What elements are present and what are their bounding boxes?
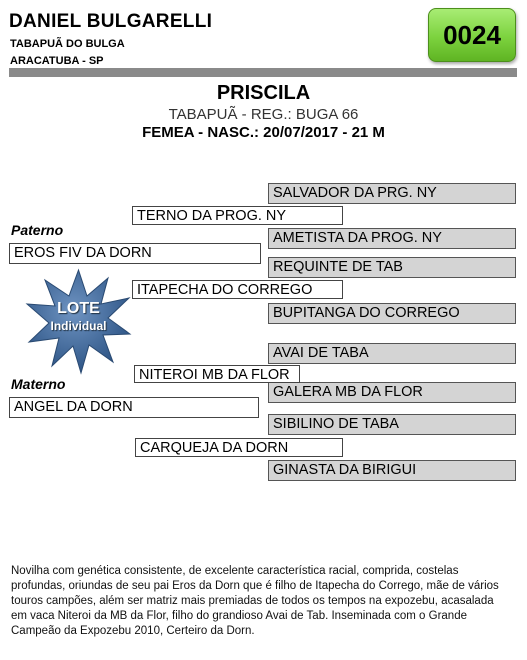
lot-number-badge: 0024: [428, 8, 516, 62]
great-grandparent-box: AMETISTA DA PROG. NY: [268, 228, 516, 249]
great-grandparent-box: AVAI DE TABA: [268, 343, 516, 364]
header-divider: [9, 68, 517, 77]
farm-name: TABAPUÃ DO BULGA: [10, 38, 125, 50]
maternal-granddam-box: CARQUEJA DA DORN: [135, 438, 343, 457]
paternal-granddam-box: ITAPECHA DO CORREGO: [132, 280, 343, 299]
breed-registration: TABAPUÃ - REG.: BUGA 66: [168, 106, 359, 123]
paterno-label: Paterno: [11, 222, 64, 238]
sex-birth-age: FEMEA - NASC.: 20/07/2017 - 21 M: [142, 124, 385, 141]
great-grandparent-box: REQUINTE DE TAB: [268, 257, 516, 278]
animal-name: PRISCILA: [216, 82, 311, 104]
sire-box: EROS FIV DA DORN: [9, 243, 261, 264]
materno-label: Materno: [11, 376, 66, 392]
great-grandparent-box: SALVADOR DA PRG. NY: [268, 183, 516, 204]
great-grandparent-box: SIBILINO DE TABA: [268, 414, 516, 435]
dam-box: ANGEL DA DORN: [9, 397, 259, 418]
great-grandparent-box: GINASTA DA BIRIGUI: [268, 460, 516, 481]
lote-text: LOTE: [57, 300, 100, 317]
animal-description: Novilha com genética consistente, de excelente característica racial, comprida, costelas profundas, oriundas de seu pai Eros da Dorn que é filho de Itapecha do Corrego, mãe de vários touros campões, além ser matriz mais premiadas de todos os tempos na expozebu, acasalada em vaca Niteroi da MB da Flor, filho do grandioso Avai de Tab. Inseminada com o Grande Campeão da Expozebu 2010, Certeiro da Dorn.: [11, 565, 499, 637]
lote-individual-label: [25, 300, 132, 333]
great-grandparent-box: BUPITANGA DO CORREGO: [268, 303, 516, 324]
maternal-grandsire-box: NITEROI MB DA FLOR: [134, 365, 300, 383]
great-grandparent-box: GALERA MB DA FLOR: [268, 382, 516, 403]
paternal-grandsire-box: TERNO DA PROG. NY: [132, 206, 343, 225]
owner-name: DANIEL BULGARELLI: [9, 11, 213, 32]
city-state: ARACATUBA - SP: [10, 55, 104, 67]
individual-text: Individual: [50, 319, 107, 333]
